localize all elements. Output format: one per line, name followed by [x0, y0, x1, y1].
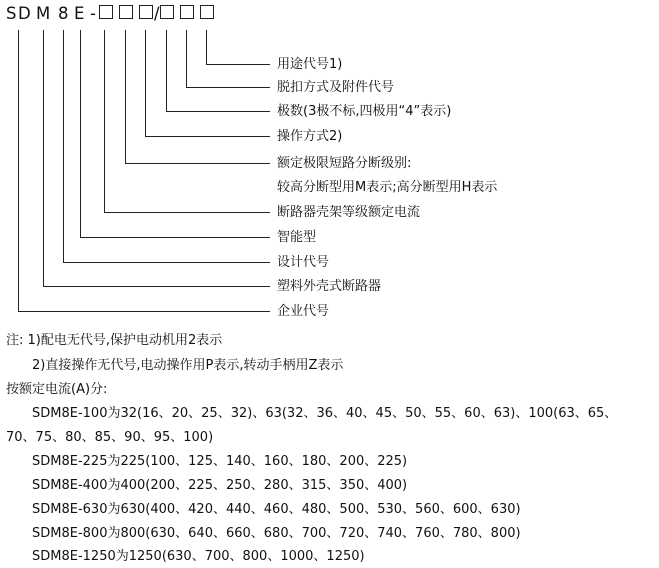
label-frame-current: 断路器壳架等级额定电流 — [277, 205, 421, 220]
code-char-e: E — [74, 4, 85, 23]
label-mccb: 塑料外壳式断路器 — [277, 279, 382, 294]
label-poles: 极数(3极不标,四极用“4”表示) — [277, 104, 452, 119]
note-1: 注: 1)配电无代号,保护电动机用2表示 — [6, 333, 223, 348]
rating-row: SDM8E-225为225(100、125、140、160、180、200、225) — [32, 454, 408, 469]
rating-row: SDM8E-800为800(630、640、660、680、700、720、740、760、780、800) — [32, 526, 521, 541]
rated-current-heading: 按额定电流(A)分: — [6, 382, 108, 397]
note-2: 2)直接操作无代号,电动操作用P表示,转动手柄用Z表示 — [32, 358, 344, 373]
label-intelligent: 智能型 — [277, 230, 317, 245]
rating-row: 70、75、80、85、90、95、100) — [6, 430, 214, 445]
label-breaking-types: 较高分断型用M表示;高分断型用H表示 — [277, 180, 498, 195]
code-char-dash: - — [90, 4, 96, 23]
label-usage-code: 用途代号1) — [277, 57, 343, 72]
rating-row: SDM8E-1250为1250(630、700、800、1000、1250) — [32, 549, 365, 564]
code-char-slash: / — [154, 4, 160, 23]
label-operation: 操作方式2) — [277, 129, 343, 144]
label-breaking-level: 额定极限短路分断级别: — [277, 156, 412, 171]
code-char-8: 8 — [58, 4, 69, 23]
label-company-code: 企业代号 — [277, 304, 330, 319]
rating-row: SDM8E-400为400(200、225、250、280、315、350、400) — [32, 478, 408, 493]
code-char-d: D — [18, 4, 31, 23]
code-char-m: M — [36, 4, 51, 23]
label-trip-method: 脱扣方式及附件代号 — [277, 80, 395, 95]
code-char-s: S — [6, 4, 17, 23]
rating-row: SDM8E-630为630(400、420、440、460、480、500、530、560、600、630) — [32, 502, 521, 517]
label-design-code: 设计代号 — [277, 255, 330, 270]
rating-row: SDM8E-100为32(16、20、25、32)、63(32、36、40、45、50、55、60、63)、100(63、65、 — [32, 406, 618, 421]
